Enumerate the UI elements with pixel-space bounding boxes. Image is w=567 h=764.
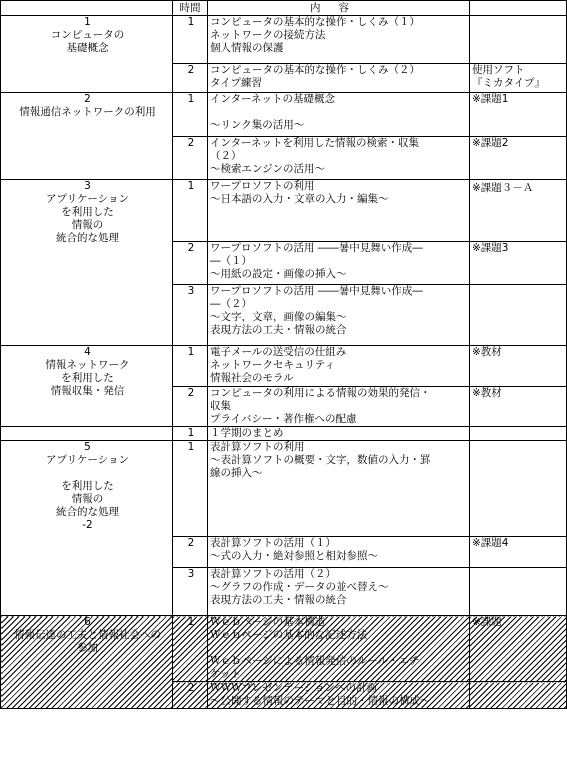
- unit-title-line: を利用した: [61, 372, 114, 384]
- content-cell: [208, 537, 470, 568]
- unit-number: 3: [84, 180, 91, 192]
- unit-title-line: コンピュータの: [50, 29, 125, 41]
- content-line: コンピュータの利用による情報の効果的発信・: [210, 387, 431, 399]
- note-cell: [470, 568, 567, 616]
- content-cell: [208, 616, 470, 682]
- header-row: [1, 1, 567, 16]
- hours-cell: 2: [173, 242, 208, 285]
- unit-title-line: 情報の: [71, 219, 104, 231]
- content-cell: [208, 64, 470, 93]
- content-line: プライバシー・著作権への配慮: [210, 413, 357, 425]
- note-cell: [470, 64, 567, 93]
- note-cell: [470, 16, 567, 64]
- content-line: Ｗｅｂページの基本的な記述方法: [210, 629, 368, 641]
- content-line: ―（１）: [210, 255, 252, 267]
- content-cell: [208, 568, 470, 616]
- content-line: 電子メールの送受信の仕組み: [210, 346, 347, 358]
- hours-cell: 1: [173, 441, 208, 537]
- content-line: ワープロソフトの活用 ――暑中見舞い作成―: [210, 242, 423, 254]
- unit-title-line: 統合的な処理: [56, 506, 119, 518]
- unit-number: 6: [84, 616, 91, 628]
- note-cell: [470, 346, 567, 387]
- note-line: ※課題: [472, 616, 502, 628]
- lesson-row: [1, 93, 567, 137]
- unit-cell: [1, 16, 173, 93]
- hours-cell: 2: [173, 137, 208, 180]
- hours-cell: 1: [173, 180, 208, 242]
- hours-cell: 2: [173, 64, 208, 93]
- content-cell: [208, 682, 470, 709]
- content-cell: [208, 180, 470, 242]
- unit-title-line: 統合的な処理: [56, 232, 119, 244]
- content-line: ～日本語の入力・文章の入力・編集～: [210, 193, 389, 205]
- content-line: １学期のまとめ: [210, 427, 284, 439]
- note-cell: [470, 387, 567, 427]
- note-cell: [470, 682, 567, 709]
- unit-title-line: 情報収集・発信: [50, 385, 125, 397]
- content-cell: [208, 346, 470, 387]
- unit-cell: [1, 346, 173, 427]
- lesson-row: [1, 16, 567, 64]
- unit-number: 1: [84, 16, 91, 28]
- unit-title-line: 情報ネットワーク: [45, 359, 130, 371]
- lesson-row: [1, 427, 567, 441]
- content-line: 表現方法の工夫・情報の統合: [210, 594, 347, 606]
- hours-cell: 1: [173, 616, 208, 682]
- hours-cell: 2: [173, 682, 208, 709]
- lesson-row: [1, 441, 567, 537]
- note-cell: [470, 427, 567, 441]
- note-line: ※課題３－Ａ: [472, 182, 534, 194]
- content-cell: [208, 285, 470, 346]
- note-cell: [470, 285, 567, 346]
- header-unit-cell: [1, 1, 173, 16]
- content-line: ～グラフの作成・データの並べ替え～: [210, 581, 389, 593]
- content-line: インターネットを利用した情報の検索・収集: [210, 137, 420, 149]
- content-line: Ｗｅｂページの基本構造: [210, 616, 326, 628]
- unit-title-line: アプリケーション: [46, 193, 129, 205]
- content-line: ケット: [210, 668, 241, 680]
- note-cell: [470, 180, 567, 242]
- content-line: ～文字，文章，画像の編集～: [210, 311, 347, 323]
- content-line: ～表計算ソフトの概要・文字，数値の入力・罫: [210, 454, 431, 466]
- unit-title-line: アプリケーション: [46, 454, 129, 466]
- unit-title-line: 情報伝達の工夫と情報社会への: [14, 629, 161, 641]
- hours-cell: 2: [173, 387, 208, 427]
- hours-cell: 3: [173, 568, 208, 616]
- note-line: ※課題1: [472, 93, 509, 105]
- unit-cell: [1, 180, 173, 346]
- hours-cell: 2: [173, 537, 208, 568]
- unit-title-line: 情報の: [71, 493, 104, 505]
- content-cell: [208, 441, 470, 537]
- note-line: ※課題3: [472, 242, 509, 254]
- content-line: ～検索エンジンの活用～: [210, 163, 325, 175]
- unit-cell: [1, 441, 173, 616]
- content-line: 表計算ソフトの活用（２）: [210, 568, 336, 580]
- content-line: ～リンク集の活用～: [210, 119, 305, 131]
- unit-title-line: 情報通信ネットワークの利用: [19, 106, 156, 118]
- unit-number: 5: [84, 441, 91, 453]
- note-cell: [470, 616, 567, 682]
- content-line: ～式の入力・絶対参照と相対参照～: [210, 550, 378, 562]
- note-cell: [470, 242, 567, 285]
- lesson-row: [1, 180, 567, 242]
- note-line: 使用ソフト: [472, 64, 525, 76]
- content-line: Ｗｅｂページによる情報発信のルール・エチ: [210, 655, 420, 667]
- content-line: コンピュータの基本的な操作・しくみ（１）: [210, 16, 420, 28]
- unit-cell: [1, 616, 173, 709]
- lesson-row: [1, 346, 567, 387]
- note-line: ※教材: [472, 387, 502, 399]
- unit-cell: [1, 427, 173, 441]
- hours-cell: 1: [173, 346, 208, 387]
- content-line: ワープロソフトの利用: [210, 180, 315, 192]
- unit-number: 2: [84, 93, 91, 105]
- content-line: 表現方法の工夫・情報の統合: [210, 324, 347, 336]
- unit-title-line: 参加: [77, 642, 98, 654]
- hours-cell: 3: [173, 285, 208, 346]
- content-line: ネットワークセキュリティ: [210, 359, 335, 371]
- unit-cell: [1, 93, 173, 180]
- content-line: 表計算ソフトの活用（１）: [210, 537, 336, 549]
- header-hours: 時間: [173, 1, 208, 16]
- note-cell: [470, 137, 567, 180]
- content-line: ＷＷＷプレゼンテーションへの計画: [210, 682, 378, 694]
- content-cell: [208, 137, 470, 180]
- content-line: コンピュータの基本的な操作・しくみ（２）: [210, 64, 420, 76]
- note-line: 『ミカタイプ』: [472, 77, 545, 89]
- unit-title-line: -2: [82, 519, 93, 531]
- unit-title-line: を利用した: [61, 480, 114, 492]
- content-cell: [208, 242, 470, 285]
- note-line: ※課題4: [472, 537, 509, 549]
- hours-cell: 1: [173, 93, 208, 137]
- content-line: ワープロソフトの活用 ――暑中見舞い作成―: [210, 285, 423, 297]
- content-line: インターネットの基礎概念: [210, 93, 336, 105]
- note-line: ※教材: [472, 346, 502, 358]
- note-cell: [470, 93, 567, 137]
- unit-title-line: を利用した: [61, 206, 114, 218]
- content-line: 表計算ソフトの利用: [210, 441, 305, 453]
- content-line: タイプ練習: [210, 77, 262, 89]
- unit-number: 4: [84, 346, 91, 358]
- content-line: ～公開する情報のテーマと目的・情報の構成～: [210, 695, 431, 707]
- content-cell: [208, 427, 470, 441]
- unit-title-line: [3, 467, 172, 480]
- note-cell: [470, 537, 567, 568]
- unit-title-line: 基礎概念: [66, 42, 109, 54]
- content-cell: [208, 16, 470, 64]
- content-line: 収集: [210, 400, 231, 412]
- content-line: [210, 106, 469, 119]
- content-cell: [208, 387, 470, 427]
- content-line: ～用紙の設定・画像の挿入～: [210, 268, 347, 280]
- content-line: [210, 642, 469, 655]
- content-line: （２）: [210, 150, 242, 162]
- lesson-row: [1, 616, 567, 682]
- note-line: ※課題2: [472, 137, 509, 149]
- content-cell: [208, 93, 470, 137]
- hours-cell: 1: [173, 427, 208, 441]
- hours-cell: 1: [173, 16, 208, 64]
- header-content: 内容: [208, 1, 470, 16]
- content-line: ネットワークの接続方法: [210, 29, 326, 41]
- content-line: ―（２）: [210, 298, 252, 310]
- note-cell: [470, 441, 567, 537]
- content-line: 個人情報の保護: [210, 42, 284, 54]
- content-line: 情報社会のモラル: [210, 372, 294, 384]
- header-note-cell: [470, 1, 567, 16]
- content-line: 線の挿入～: [210, 467, 263, 479]
